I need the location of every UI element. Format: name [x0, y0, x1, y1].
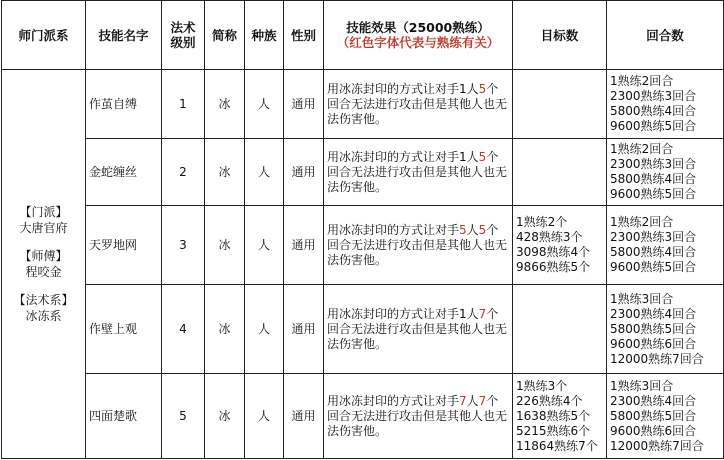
round-count: [607, 70, 724, 139]
table-row: [2, 70, 724, 139]
effect-suffix: 个回合无法进行攻击但是其他人也无法伤害他。: [327, 149, 508, 194]
target-count: [513, 374, 607, 459]
header-rounds: 回合数: [607, 1, 724, 70]
table-row: [2, 206, 724, 285]
skill-gender: 通用: [284, 285, 324, 374]
round-line: 2300熟练4回合: [610, 393, 697, 408]
skill-abbr: 冰: [205, 374, 245, 459]
round-count: [607, 285, 724, 374]
skill-effect: [324, 374, 513, 459]
spacer: [5, 236, 82, 248]
spacer: [5, 280, 82, 292]
target-line: 9866熟练5个: [516, 260, 591, 274]
target-line: 1熟练3个: [516, 378, 568, 393]
effect-prefix: 用冰冻封印的方式让对手: [327, 81, 460, 96]
effect-mid: 人: [466, 393, 479, 408]
header-effect-note: （红色字体代表与熟练有关）: [336, 35, 500, 50]
round-line: 5800熟练4回合: [610, 104, 697, 118]
target-line: 11864熟练7个: [516, 438, 598, 453]
round-line: 1熟练3回合: [610, 291, 674, 306]
round-line: 9600熟练6回合: [610, 336, 697, 351]
round-line: 9600熟练5回合: [610, 260, 697, 274]
skill-table: [1, 0, 724, 459]
effect-suffix: 个回合无法进行攻击但是其他人也无法伤害他。: [327, 306, 508, 351]
round-line: 1熟练2回合: [610, 215, 674, 229]
effect-rounds: 5: [478, 222, 487, 237]
skill-name: 作茧自缚: [86, 70, 162, 139]
round-line: 5800熟练5回合: [610, 321, 697, 336]
round-line: 12000熟练7回合: [610, 438, 704, 453]
skill-abbr: 冰: [205, 285, 245, 374]
skill-level: 1: [162, 70, 205, 139]
target-line: 3098熟练4个: [516, 245, 591, 259]
effect-rounds: 5: [478, 149, 487, 164]
round-line: 9600熟练5回合: [610, 119, 697, 133]
school-cell: [2, 70, 86, 459]
effect-prefix: 用冰冻封印的方式让对手: [327, 149, 460, 164]
round-line: 2300熟练3回合: [610, 230, 697, 244]
round-count: [607, 139, 724, 206]
skill-abbr: 冰: [205, 70, 245, 139]
skill-level: 4: [162, 285, 205, 374]
target-count: [513, 206, 607, 285]
table-row: [2, 139, 724, 206]
target-count: [513, 285, 607, 374]
round-count: [607, 206, 724, 285]
header-effect: [324, 1, 513, 70]
header-race: 种族: [245, 1, 284, 70]
target-line: 1638熟练5个: [516, 408, 591, 423]
skill-race: 人: [245, 374, 284, 459]
type-label: 【法术系】: [13, 293, 74, 307]
skill-level: 3: [162, 206, 205, 285]
type-name: 冰冻系: [25, 309, 62, 323]
skill-abbr: 冰: [205, 206, 245, 285]
round-line: 2300熟练3回合: [610, 89, 697, 103]
effect-targets: 5: [459, 222, 467, 237]
effect-rounds: 7: [478, 306, 487, 321]
effect-prefix: 用冰冻封印的方式让对手: [327, 393, 460, 408]
skill-name: 作壁上观: [86, 285, 162, 374]
skill-race: 人: [245, 206, 284, 285]
skill-race: 人: [245, 285, 284, 374]
skill-effect: [324, 206, 513, 285]
skill-name: 金蛇缠丝: [86, 139, 162, 206]
header-skill-name: 技能名字: [86, 1, 162, 70]
effect-targets: 7: [459, 393, 467, 408]
skill-race: 人: [245, 70, 284, 139]
skill-abbr: 冰: [205, 139, 245, 206]
skill-effect: [324, 139, 513, 206]
skill-race: 人: [245, 139, 284, 206]
skill-gender: 通用: [284, 374, 324, 459]
skill-name: 天罗地网: [86, 206, 162, 285]
skill-name: 四面楚歌: [86, 374, 162, 459]
round-count: [607, 374, 724, 459]
target-count: [513, 70, 607, 139]
effect-rounds: 7: [478, 393, 487, 408]
target-line: 5215熟练6个: [516, 423, 591, 438]
table-body: [2, 70, 724, 459]
table-row: [2, 374, 724, 459]
effect-targets: 1: [459, 306, 467, 321]
header-targets: 目标数: [513, 1, 607, 70]
round-line: 1熟练2回合: [610, 74, 674, 88]
round-line: 9600熟练5回合: [610, 187, 697, 201]
skill-gender: 通用: [284, 206, 324, 285]
effect-prefix: 用冰冻封印的方式让对手: [327, 222, 460, 237]
header-effect-title: 技能效果（25000熟练）: [346, 20, 490, 35]
effect-mid: 人: [466, 81, 479, 96]
master-name: 程咬金: [25, 265, 62, 279]
header-school: 师门派系: [2, 1, 86, 70]
round-line: 5800熟练4回合: [610, 245, 697, 259]
table-row: [2, 285, 724, 374]
target-line: 1熟练2个: [516, 215, 568, 229]
skill-level: 2: [162, 139, 205, 206]
skill-effect: [324, 70, 513, 139]
round-line: 12000熟练7回合: [610, 351, 704, 366]
header-gender: 性别: [284, 1, 324, 70]
sect-label: 【门派】: [19, 205, 68, 219]
effect-mid: 人: [466, 222, 479, 237]
round-line: 1熟练3回合: [610, 378, 674, 393]
effect-mid: 人: [466, 149, 479, 164]
effect-suffix: 个回合无法进行攻击但是其他人也无法伤害他。: [327, 393, 508, 438]
skill-level: 5: [162, 374, 205, 459]
header-abbr: 简称: [205, 1, 245, 70]
effect-suffix: 个回合无法进行攻击但是其他人也无法伤害他。: [327, 81, 508, 126]
header-row: [2, 1, 724, 70]
effect-prefix: 用冰冻封印的方式让对手: [327, 306, 460, 321]
effect-targets: 1: [459, 149, 467, 164]
target-line: 428熟练3个: [516, 230, 583, 244]
effect-mid: 人: [466, 306, 479, 321]
round-line: 2300熟练4回合: [610, 306, 697, 321]
skill-gender: 通用: [284, 70, 324, 139]
sect-name: 大唐官府: [19, 221, 68, 235]
skill-gender: 通用: [284, 139, 324, 206]
skill-effect: [324, 285, 513, 374]
master-label: 【师傅】: [19, 249, 68, 263]
round-line: 5800熟练4回合: [610, 172, 697, 186]
round-line: 1熟练2回合: [610, 142, 674, 156]
target-count: [513, 139, 607, 206]
effect-targets: 1: [459, 81, 467, 96]
effect-suffix: 个回合无法进行攻击但是其他人也无法伤害他。: [327, 222, 508, 267]
round-line: 5800熟练5回合: [610, 408, 697, 423]
header-level: 法术级别: [162, 1, 205, 70]
target-line: 226熟练4个: [516, 393, 583, 408]
round-line: 9600熟练6回合: [610, 423, 697, 438]
effect-rounds: 5: [478, 81, 487, 96]
round-line: 2300熟练3回合: [610, 157, 697, 171]
